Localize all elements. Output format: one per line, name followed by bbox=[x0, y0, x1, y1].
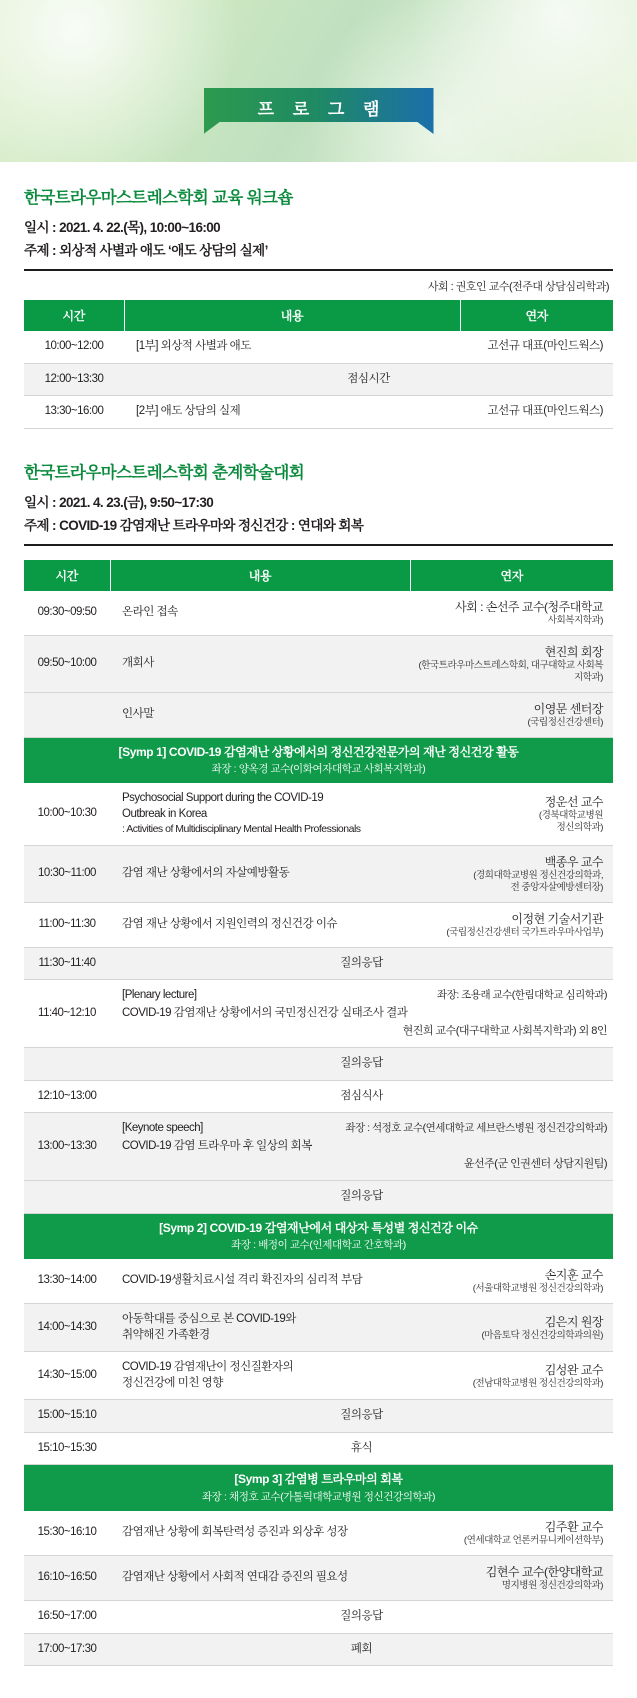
speaker-name: 김성완 교수 bbox=[544, 1362, 603, 1377]
table-row bbox=[24, 1352, 613, 1400]
conference-col-time: 시간 bbox=[24, 560, 110, 591]
table-row bbox=[24, 692, 613, 737]
row-speaker bbox=[410, 783, 613, 845]
row-content: 감염재난 상황에 회복탄력성 증진과 외상후 성장 bbox=[110, 1511, 410, 1556]
table-row bbox=[24, 783, 613, 845]
conference-title: 한국트라우마스트레스학회 춘계학술대회 bbox=[24, 463, 305, 482]
row-time: 15:00~15:10 bbox=[24, 1400, 110, 1433]
row-time: 12:00~13:30 bbox=[24, 363, 124, 396]
symposium-banner bbox=[24, 1213, 613, 1259]
conference-table-header bbox=[24, 560, 613, 591]
workshop-col-content: 내용 bbox=[124, 300, 460, 331]
session-title: COVID-19 감염재난 상황에서의 국민정신건강 실태조사 결과 bbox=[122, 1006, 408, 1019]
row-speaker bbox=[410, 1555, 613, 1600]
row-speaker: 윤선주(군 인권센터 상담지원팀) bbox=[463, 1158, 607, 1171]
workshop-title: 한국트라우마스트레스학회 교육 워크숍 bbox=[24, 189, 293, 207]
symposium-chair: 좌장 : 배정이 교수(인제대학교 간호학과) bbox=[231, 1238, 406, 1251]
speaker-name: 사회 : 손선주 교수(청주대학교 bbox=[455, 599, 603, 614]
row-time: 09:30~09:50 bbox=[24, 591, 110, 636]
speaker-affiliation: (국립정신건강센터) bbox=[527, 717, 603, 729]
row-content: 감염재난 상황에서 사회적 연대감 증진의 필요성 bbox=[110, 1555, 410, 1600]
row-speaker bbox=[410, 1511, 613, 1556]
row-speaker bbox=[410, 591, 613, 636]
table-row bbox=[24, 1113, 613, 1181]
row-content: 질의응답 bbox=[110, 947, 613, 980]
symposium-chair: 좌장 : 채정호 교수(가톨릭대학교병원 정신건강의학과) bbox=[201, 1490, 436, 1503]
row-time: 11:30~11:40 bbox=[24, 947, 110, 980]
row-speaker: 현진희 교수(대구대학교 사회복지학과) 외 8인 bbox=[402, 1025, 607, 1038]
workshop-table bbox=[24, 300, 613, 429]
row-content bbox=[110, 783, 410, 845]
row-time bbox=[24, 1181, 110, 1214]
row-time: 14:00~14:30 bbox=[24, 1304, 110, 1352]
row-content: 휴식 bbox=[110, 1432, 613, 1465]
speaker-name: 김은지 원장 bbox=[544, 1314, 603, 1329]
speaker-affiliation: (연세대학교 언론커뮤니케이션학부) bbox=[463, 1534, 603, 1546]
row-speaker: 고선규 대표(마인드웍스) bbox=[460, 331, 613, 363]
symposium-title: [Symp 2] COVID-19 감염재난에서 대상자 특성별 정신건강 이슈 bbox=[159, 1220, 478, 1235]
table-row bbox=[24, 902, 613, 947]
row-time: 09:50~10:00 bbox=[24, 635, 110, 692]
speaker-name: 백종우 교수 bbox=[544, 854, 603, 869]
row-time: 16:50~17:00 bbox=[24, 1601, 110, 1634]
row-time: 11:00~11:30 bbox=[24, 902, 110, 947]
row-content bbox=[110, 980, 613, 1048]
speaker-affiliation: 사회복지학과) bbox=[547, 614, 603, 626]
row-time: 17:00~17:30 bbox=[24, 1633, 110, 1666]
symposium-banner-row bbox=[24, 1213, 613, 1259]
speaker-affiliation: (경희대학교병원 정신건강의학과, 전 중앙자살예방센터장) bbox=[473, 869, 603, 893]
session-label: [Keynote speech] bbox=[122, 1122, 203, 1135]
symposium-title: [Symp 1] COVID-19 감염재난 상황에서의 정신건강전문가의 재난 정신건강 활동 bbox=[118, 745, 519, 760]
symposium-chair: 좌장 : 양옥경 교수(이화여자대학교 사회복지학과) bbox=[211, 763, 426, 776]
program-ribbon bbox=[204, 88, 434, 134]
row-content: 질의응답 bbox=[110, 1601, 613, 1634]
row-time: 15:30~16:10 bbox=[24, 1511, 110, 1556]
row-time: 10:30~11:00 bbox=[24, 845, 110, 902]
row-time: 13:00~13:30 bbox=[24, 1113, 110, 1181]
speaker-affiliation: (전남대학교병원 정신건강의학과) bbox=[472, 1377, 603, 1389]
symposium-banner bbox=[24, 1465, 613, 1511]
table-row bbox=[24, 1080, 613, 1113]
row-time: 13:30~16:00 bbox=[24, 396, 124, 429]
row-speaker bbox=[410, 1352, 613, 1400]
speaker-name: 현진희 회장 bbox=[544, 644, 603, 659]
workshop-topic: 주제 : 외상적 사별과 애도 ‘애도 상담의 실제’ bbox=[24, 243, 268, 258]
row-time: 10:00~12:00 bbox=[24, 331, 124, 363]
table-row bbox=[24, 331, 613, 363]
table-row bbox=[24, 1181, 613, 1214]
table-row bbox=[24, 1633, 613, 1666]
row-speaker bbox=[410, 902, 613, 947]
row-content: [2부] 애도 상담의 실제 bbox=[124, 396, 460, 429]
table-row bbox=[24, 635, 613, 692]
speaker-name: 김현수 교수(한양대학교 bbox=[485, 1564, 603, 1579]
table-row bbox=[24, 1511, 613, 1556]
conference-table-body bbox=[24, 591, 613, 1666]
row-content: 질의응답 bbox=[110, 1181, 613, 1214]
row-speaker bbox=[410, 1304, 613, 1352]
row-speaker bbox=[410, 1259, 613, 1304]
speaker-affiliation: 명지병원 정신건강의학과) bbox=[501, 1580, 603, 1592]
row-content: 온라인 접속 bbox=[110, 591, 410, 636]
session-label: [Plenary lecture] bbox=[122, 989, 197, 1002]
row-content: 아동학대를 중심으로 본 COVID-19와 취약해진 가족환경 bbox=[110, 1304, 410, 1352]
row-content: 점심식사 bbox=[110, 1080, 613, 1113]
workshop-col-time: 시간 bbox=[24, 300, 124, 331]
row-content-subtitle: : Activities of Multidisciplinary Mental Health Professionals bbox=[122, 823, 361, 836]
page-content bbox=[0, 184, 637, 1688]
header-banner bbox=[0, 0, 637, 162]
table-row bbox=[24, 1400, 613, 1433]
symposium-banner bbox=[24, 738, 613, 784]
row-content: 개회사 bbox=[110, 635, 410, 692]
row-content: 폐회 bbox=[110, 1633, 613, 1666]
session-title: COVID-19 감염 트라우마 후 일상의 회복 bbox=[122, 1139, 312, 1152]
row-content: 점심시간 bbox=[124, 363, 613, 396]
row-time: 16:10~16:50 bbox=[24, 1555, 110, 1600]
row-content: COVID-19생활치료시설 격리 확진자의 심리적 부담 bbox=[110, 1259, 410, 1304]
session-chair: 좌장: 조용래 교수(한림대학교 심리학과) bbox=[437, 989, 607, 1002]
conference-table bbox=[24, 560, 613, 1667]
workshop-chair: 사회 : 권호인 교수(전주대 상담심리학과) bbox=[427, 281, 609, 293]
table-row bbox=[24, 591, 613, 636]
row-content-title: Psychosocial Support during the COVID-19 Outbreak in Korea bbox=[122, 792, 324, 820]
spacer bbox=[24, 546, 613, 560]
conference-col-speaker: 연자 bbox=[410, 560, 613, 591]
row-time: 13:30~14:00 bbox=[24, 1259, 110, 1304]
row-content: COVID-19 감염재난이 정신질환자의 정신건강에 미친 영향 bbox=[110, 1352, 410, 1400]
symposium-banner-row bbox=[24, 1465, 613, 1511]
symposium-title: [Symp 3] 감염병 트라우마의 회복 bbox=[234, 1472, 403, 1487]
footer-spacer bbox=[24, 1666, 613, 1688]
table-row bbox=[24, 1304, 613, 1352]
workshop-date: 일시 : 2021. 4. 22.(목), 10:00~16:00 bbox=[24, 220, 221, 235]
speaker-name: 이영문 센터장 bbox=[533, 701, 603, 716]
table-row bbox=[24, 1601, 613, 1634]
speaker-affiliation: (경북대학교병원 정신의학과) bbox=[538, 810, 603, 834]
speaker-affiliation: (서울대학교병원 정신건강의학과) bbox=[472, 1283, 603, 1295]
speaker-affiliation: (국립정신건강센터 국가트라우마사업부) bbox=[446, 926, 603, 938]
ribbon-label: 프 로 그 램 bbox=[257, 99, 387, 119]
workshop-section bbox=[24, 184, 613, 429]
workshop-col-speaker: 연자 bbox=[460, 300, 613, 331]
table-row bbox=[24, 1555, 613, 1600]
row-time: 14:30~15:00 bbox=[24, 1352, 110, 1400]
row-content: 인사말 bbox=[110, 692, 410, 737]
row-content bbox=[110, 1113, 613, 1181]
table-row bbox=[24, 980, 613, 1048]
speaker-name: 이정현 기술서기관 bbox=[511, 911, 603, 926]
speaker-name: 정운선 교수 bbox=[544, 794, 603, 809]
speaker-affiliation: (마음토닥 정신건강의학과의원) bbox=[481, 1329, 603, 1341]
row-time: 12:10~13:00 bbox=[24, 1080, 110, 1113]
table-row bbox=[24, 363, 613, 396]
row-content: 질의응답 bbox=[110, 1400, 613, 1433]
row-time bbox=[24, 1048, 110, 1081]
row-content: 감염 재난 상황에서의 자살예방활동 bbox=[110, 845, 410, 902]
row-time: 15:10~15:30 bbox=[24, 1432, 110, 1465]
conference-date: 일시 : 2021. 4. 23.(금), 9:50~17:30 bbox=[24, 494, 214, 510]
session-chair: 좌장 : 석정호 교수(연세대학교 세브란스병원 정신건강의학과) bbox=[345, 1122, 607, 1135]
row-speaker bbox=[410, 845, 613, 902]
row-time bbox=[24, 692, 110, 737]
row-content: 질의응답 bbox=[110, 1048, 613, 1081]
speaker-affiliation: (한국트라우마스트레스학회, 대구대학교 사회복지학과) bbox=[418, 659, 603, 683]
row-speaker: 고선규 대표(마인드웍스) bbox=[460, 396, 613, 429]
row-content: [1부] 외상적 사별과 애도 bbox=[124, 331, 460, 363]
row-speaker bbox=[410, 635, 613, 692]
table-row bbox=[24, 1432, 613, 1465]
workshop-table-header bbox=[24, 300, 613, 331]
table-row bbox=[24, 845, 613, 902]
table-row bbox=[24, 947, 613, 980]
table-row bbox=[24, 1048, 613, 1081]
speaker-name: 김주환 교수 bbox=[544, 1519, 603, 1534]
conference-topic: 주제 : COVID-19 감염재난 트라우마와 정신건강 : 연대와 회복 bbox=[24, 517, 364, 533]
row-content: 감염 재난 상황에서 지원인력의 정신건강 이슈 bbox=[110, 902, 410, 947]
table-row bbox=[24, 1259, 613, 1304]
conference-col-content: 내용 bbox=[110, 560, 410, 591]
row-time: 11:40~12:10 bbox=[24, 980, 110, 1048]
row-speaker bbox=[410, 692, 613, 737]
conference-section bbox=[24, 459, 613, 1667]
speaker-name: 손지훈 교수 bbox=[544, 1268, 603, 1283]
row-time: 10:00~10:30 bbox=[24, 783, 110, 845]
symposium-banner-row bbox=[24, 738, 613, 784]
table-row bbox=[24, 396, 613, 429]
